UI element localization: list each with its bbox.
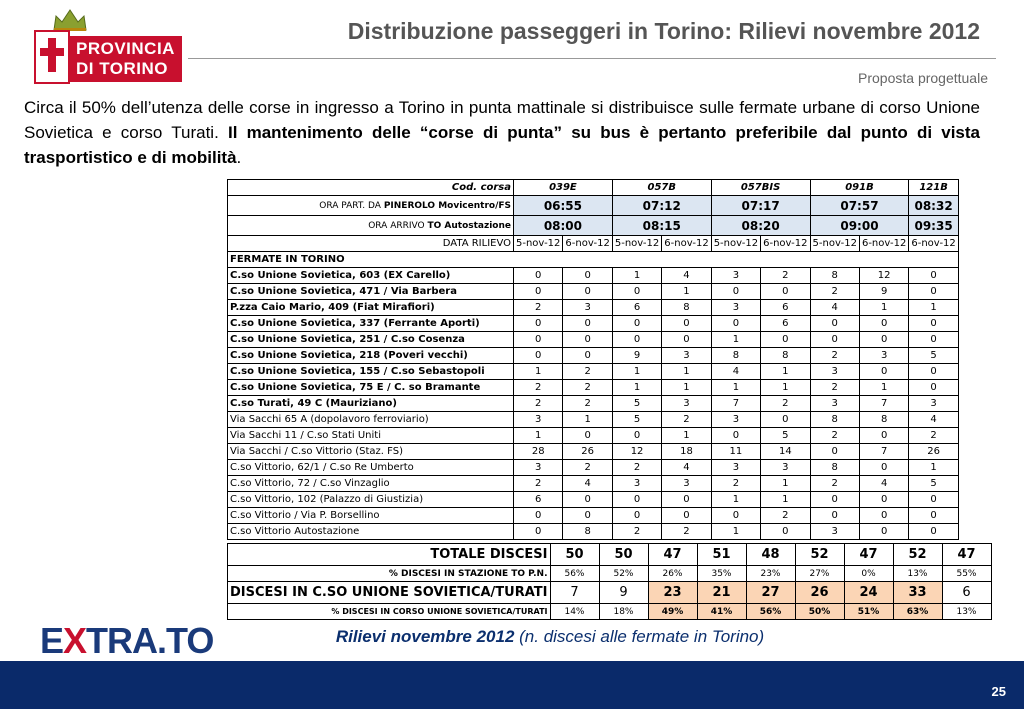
value-cell: 1 — [761, 364, 810, 380]
value-cell: 1 — [662, 364, 711, 380]
arr-label: ORA ARRIVO TO Autostazione — [228, 216, 514, 236]
table-row — [228, 348, 959, 364]
stop-name: C.so Vittorio, 102 (Palazzo di Giustizia) — [228, 492, 514, 508]
arrival-time: 08:15 — [612, 216, 711, 236]
date-cell: 6-nov-12 — [859, 236, 908, 252]
value-cell: 3 — [514, 460, 563, 476]
pct_staz-cell: 35% — [697, 566, 746, 582]
value-cell: 8 — [810, 268, 859, 284]
departure-time: 07:57 — [810, 196, 909, 216]
value-cell: 0 — [761, 332, 810, 348]
stop-name: Via Sacchi / C.so Vittorio (Staz. FS) — [228, 444, 514, 460]
value-cell: 0 — [563, 284, 612, 300]
cus-cell: 27 — [746, 582, 795, 604]
code-cell: 057B — [612, 180, 711, 196]
stop-name: C.so Unione Sovietica, 251 / C.so Cosenza — [228, 332, 514, 348]
value-cell: 0 — [711, 428, 760, 444]
table-row — [228, 396, 959, 412]
value-cell: 0 — [909, 268, 958, 284]
pct_cus-cell: 18% — [599, 604, 648, 620]
value-cell: 3 — [810, 524, 859, 540]
value-cell: 0 — [810, 332, 859, 348]
code-cell: 091B — [810, 180, 909, 196]
stop-name: C.so Vittorio / Via P. Borsellino — [228, 508, 514, 524]
value-cell: 1 — [612, 380, 661, 396]
value-cell: 0 — [909, 316, 958, 332]
value-cell: 0 — [810, 444, 859, 460]
date-cell: 5-nov-12 — [514, 236, 563, 252]
value-cell: 0 — [514, 348, 563, 364]
totale-cell: 47 — [844, 544, 893, 566]
value-cell: 0 — [563, 316, 612, 332]
value-cell: 1 — [711, 380, 760, 396]
value-cell: 0 — [859, 364, 908, 380]
cus-cell: 21 — [697, 582, 746, 604]
value-cell: 0 — [514, 524, 563, 540]
date-cell: 5-nov-12 — [612, 236, 661, 252]
value-cell: 7 — [859, 444, 908, 460]
value-cell: 0 — [563, 492, 612, 508]
value-cell: 11 — [711, 444, 760, 460]
value-cell: 0 — [909, 380, 958, 396]
totale-cell: 52 — [795, 544, 844, 566]
date-cell: 5-nov-12 — [711, 236, 760, 252]
value-cell: 6 — [761, 316, 810, 332]
table-row — [228, 508, 959, 524]
value-cell: 5 — [612, 412, 661, 428]
value-cell: 12 — [612, 444, 661, 460]
table-row — [228, 444, 959, 460]
pct_staz-cell: 0% — [844, 566, 893, 582]
crown-icon — [50, 6, 90, 32]
value-cell: 2 — [514, 396, 563, 412]
value-cell: 4 — [859, 476, 908, 492]
value-cell: 1 — [711, 492, 760, 508]
value-cell: 1 — [711, 332, 760, 348]
value-cell: 28 — [514, 444, 563, 460]
cus-cell: 6 — [942, 582, 991, 604]
value-cell: 4 — [810, 300, 859, 316]
pct-cus-label: % DISCESI IN CORSO UNIONE SOVIETICA/TURATI — [228, 604, 551, 620]
value-cell: 3 — [514, 412, 563, 428]
stop-name: C.so Unione Sovietica, 337 (Ferrante Aporti) — [228, 316, 514, 332]
value-cell: 3 — [909, 396, 958, 412]
extra-to-logo: EXTRA.TO — [40, 620, 214, 661]
totale-cell: 50 — [599, 544, 648, 566]
code-cell: 121B — [909, 180, 958, 196]
value-cell: 3 — [612, 476, 661, 492]
value-cell: 0 — [612, 508, 661, 524]
intro-end: . — [236, 148, 242, 167]
totale-cell: 51 — [697, 544, 746, 566]
value-cell: 0 — [612, 428, 661, 444]
table-row — [228, 332, 959, 348]
page-subtitle: Proposta progettuale — [858, 70, 988, 86]
table-row — [228, 300, 959, 316]
value-cell: 1 — [612, 364, 661, 380]
shield-icon — [34, 30, 70, 84]
date-cell: 6-nov-12 — [563, 236, 612, 252]
table-row — [228, 524, 959, 540]
value-cell: 2 — [612, 460, 661, 476]
value-cell: 2 — [612, 524, 661, 540]
totale-cell: 47 — [942, 544, 991, 566]
stop-name: C.so Unione Sovietica, 471 / Via Barbera — [228, 284, 514, 300]
value-cell: 1 — [909, 460, 958, 476]
totale-cell: 50 — [550, 544, 599, 566]
value-cell: 26 — [909, 444, 958, 460]
value-cell: 2 — [563, 380, 612, 396]
value-cell: 0 — [859, 428, 908, 444]
pct_staz-cell: 26% — [648, 566, 697, 582]
arrival-time: 09:35 — [909, 216, 958, 236]
intro-paragraph — [24, 95, 980, 170]
value-cell: 12 — [859, 268, 908, 284]
stop-name: C.so Vittorio, 72 / C.so Vinzaglio — [228, 476, 514, 492]
pct_staz-cell: 23% — [746, 566, 795, 582]
value-cell: 3 — [761, 460, 810, 476]
value-cell: 3 — [662, 396, 711, 412]
value-cell: 1 — [859, 300, 908, 316]
table-row — [228, 412, 959, 428]
value-cell: 0 — [859, 316, 908, 332]
totale-cell: 48 — [746, 544, 795, 566]
value-cell: 2 — [810, 348, 859, 364]
value-cell: 0 — [563, 348, 612, 364]
date-cell: 6-nov-12 — [909, 236, 958, 252]
value-cell: 7 — [859, 396, 908, 412]
cus-cell: 7 — [550, 582, 599, 604]
value-cell: 0 — [612, 332, 661, 348]
value-cell: 1 — [514, 364, 563, 380]
value-cell: 3 — [711, 460, 760, 476]
totale-label: TOTALE DISCESI — [228, 544, 551, 566]
footer-bar — [0, 661, 1024, 709]
pct_cus-cell: 41% — [697, 604, 746, 620]
table-row — [228, 364, 959, 380]
stop-name: C.so Turati, 49 C (Mauriziano) — [228, 396, 514, 412]
section-label: FERMATE IN TORINO — [228, 252, 959, 268]
pct_cus-cell: 14% — [550, 604, 599, 620]
stop-name: Via Sacchi 11 / C.so Stati Uniti — [228, 428, 514, 444]
value-cell: 9 — [859, 284, 908, 300]
value-cell: 0 — [859, 508, 908, 524]
value-cell: 4 — [563, 476, 612, 492]
value-cell: 3 — [859, 348, 908, 364]
value-cell: 6 — [761, 300, 810, 316]
intro-bold: Il mantenimento delle “corse di punta” su bus è pertanto preferibile dal punto di vista trasportistico e di mobilità — [24, 123, 980, 167]
date-cell: 6-nov-12 — [761, 236, 810, 252]
value-cell: 1 — [761, 380, 810, 396]
value-cell: 0 — [859, 460, 908, 476]
value-cell: 0 — [859, 332, 908, 348]
value-cell: 2 — [514, 380, 563, 396]
cus-cell: 9 — [599, 582, 648, 604]
value-cell: 2 — [810, 380, 859, 396]
table-row — [228, 428, 959, 444]
value-cell: 0 — [662, 492, 711, 508]
value-cell: 0 — [810, 492, 859, 508]
value-cell: 1 — [514, 428, 563, 444]
value-cell: 1 — [662, 380, 711, 396]
value-cell: 1 — [909, 300, 958, 316]
value-cell: 0 — [859, 492, 908, 508]
value-cell: 0 — [514, 332, 563, 348]
value-cell: 2 — [514, 300, 563, 316]
value-cell: 2 — [514, 476, 563, 492]
value-cell: 4 — [909, 412, 958, 428]
value-cell: 2 — [563, 364, 612, 380]
value-cell: 0 — [711, 316, 760, 332]
value-cell: 8 — [563, 524, 612, 540]
value-cell: 0 — [711, 508, 760, 524]
value-cell: 0 — [810, 316, 859, 332]
value-cell: 0 — [761, 284, 810, 300]
value-cell: 26 — [563, 444, 612, 460]
value-cell: 0 — [761, 412, 810, 428]
table-row — [228, 460, 959, 476]
value-cell: 0 — [810, 508, 859, 524]
stop-name: P.zza Caio Mario, 409 (Fiat Mirafiori) — [228, 300, 514, 316]
passenger-table — [227, 179, 959, 540]
table-row — [228, 492, 959, 508]
value-cell: 8 — [711, 348, 760, 364]
value-cell: 3 — [810, 364, 859, 380]
value-cell: 8 — [810, 412, 859, 428]
value-cell: 0 — [909, 492, 958, 508]
pct_staz-cell: 27% — [795, 566, 844, 582]
value-cell: 0 — [563, 332, 612, 348]
value-cell: 1 — [662, 428, 711, 444]
value-cell: 8 — [859, 412, 908, 428]
value-cell: 8 — [761, 348, 810, 364]
value-cell: 2 — [761, 508, 810, 524]
value-cell: 0 — [909, 508, 958, 524]
value-cell: 0 — [514, 284, 563, 300]
value-cell: 18 — [662, 444, 711, 460]
pct_cus-cell: 63% — [893, 604, 942, 620]
value-cell: 0 — [909, 524, 958, 540]
value-cell: 5 — [612, 396, 661, 412]
cus-cell: 33 — [893, 582, 942, 604]
value-cell: 0 — [563, 268, 612, 284]
value-cell: 1 — [761, 476, 810, 492]
value-cell: 9 — [612, 348, 661, 364]
date-cell: 6-nov-12 — [662, 236, 711, 252]
value-cell: 4 — [662, 460, 711, 476]
pct_staz-cell: 56% — [550, 566, 599, 582]
departure-time: 07:12 — [612, 196, 711, 216]
value-cell: 2 — [563, 396, 612, 412]
value-cell: 0 — [563, 428, 612, 444]
value-cell: 1 — [563, 412, 612, 428]
value-cell: 0 — [761, 524, 810, 540]
value-cell: 6 — [612, 300, 661, 316]
pct-staz-label: % DISCESI IN STAZIONE TO P.N. — [228, 566, 551, 582]
value-cell: 0 — [612, 316, 661, 332]
pct_cus-cell: 56% — [746, 604, 795, 620]
arrival-time: 08:20 — [711, 216, 810, 236]
stop-name: C.so Unione Sovietica, 218 (Poveri vecchi) — [228, 348, 514, 364]
cus-label: DISCESI IN C.SO UNIONE SOVIETICA/TURATI — [228, 582, 551, 604]
value-cell: 4 — [711, 364, 760, 380]
value-cell: 0 — [612, 492, 661, 508]
value-cell: 0 — [662, 332, 711, 348]
pct_cus-cell: 50% — [795, 604, 844, 620]
value-cell: 14 — [761, 444, 810, 460]
value-cell: 2 — [909, 428, 958, 444]
provincia-logo — [28, 6, 184, 82]
stop-name: C.so Vittorio Autostazione — [228, 524, 514, 540]
table-row — [228, 380, 959, 396]
page-title: Distribuzione passeggeri in Torino: Rilievi novembre 2012 — [347, 18, 980, 44]
value-cell: 0 — [563, 508, 612, 524]
value-cell: 3 — [662, 476, 711, 492]
value-cell: 2 — [810, 428, 859, 444]
page-number: 25 — [991, 684, 1006, 699]
value-cell: 1 — [761, 492, 810, 508]
value-cell: 1 — [711, 524, 760, 540]
pct_staz-cell: 55% — [942, 566, 991, 582]
value-cell: 1 — [662, 284, 711, 300]
value-cell: 8 — [810, 460, 859, 476]
value-cell: 2 — [761, 396, 810, 412]
stop-name: C.so Vittorio, 62/1 / C.so Re Umberto — [228, 460, 514, 476]
value-cell: 0 — [859, 524, 908, 540]
cod-label: Cod. corsa — [228, 180, 514, 196]
pct_cus-cell: 13% — [942, 604, 991, 620]
value-cell: 0 — [612, 284, 661, 300]
cus-cell: 26 — [795, 582, 844, 604]
value-cell: 6 — [514, 492, 563, 508]
summary-table — [227, 543, 992, 620]
value-cell: 1 — [859, 380, 908, 396]
value-cell: 8 — [662, 300, 711, 316]
departure-time: 06:55 — [514, 196, 613, 216]
value-cell: 3 — [711, 268, 760, 284]
pct_cus-cell: 51% — [844, 604, 893, 620]
date-label: DATA RILIEVO — [228, 236, 514, 252]
table-row — [228, 268, 959, 284]
value-cell: 0 — [909, 284, 958, 300]
value-cell: 3 — [662, 348, 711, 364]
value-cell: 2 — [810, 284, 859, 300]
value-cell: 2 — [711, 476, 760, 492]
value-cell: 4 — [662, 268, 711, 284]
arrival-time: 08:00 — [514, 216, 613, 236]
value-cell: 1 — [612, 268, 661, 284]
table-row — [228, 316, 959, 332]
value-cell: 0 — [662, 508, 711, 524]
value-cell: 5 — [909, 476, 958, 492]
stop-name: C.so Unione Sovietica, 603 (EX Carello) — [228, 268, 514, 284]
value-cell: 5 — [761, 428, 810, 444]
departure-time: 08:32 — [909, 196, 958, 216]
value-cell: 0 — [514, 316, 563, 332]
value-cell: 0 — [514, 508, 563, 524]
table-caption: Rilievi novembre 2012 (n. discesi alle fermate in Torino) — [335, 627, 765, 646]
value-cell: 7 — [711, 396, 760, 412]
arrival-time: 09:00 — [810, 216, 909, 236]
totale-cell: 52 — [893, 544, 942, 566]
value-cell: 5 — [909, 348, 958, 364]
value-cell: 0 — [711, 284, 760, 300]
code-cell: 039E — [514, 180, 613, 196]
value-cell: 2 — [662, 524, 711, 540]
pct_staz-cell: 52% — [599, 566, 648, 582]
intro-text: Circa il 50% dell’utenza delle corse in ingresso a Torino in punta mattinale si distribuisce sulle fermate urbane di corso Unione Sovietica e corso Turati. — [24, 98, 980, 142]
totale-cell: 47 — [648, 544, 697, 566]
value-cell: 3 — [563, 300, 612, 316]
stop-name: C.so Unione Sovietica, 75 E / C. so Bramante — [228, 380, 514, 396]
value-cell: 2 — [662, 412, 711, 428]
value-cell: 0 — [909, 364, 958, 380]
value-cell: 2 — [810, 476, 859, 492]
value-cell: 3 — [810, 396, 859, 412]
date-cell: 5-nov-12 — [810, 236, 859, 252]
logo-name: PROVINCIA DI TORINO — [70, 36, 182, 82]
pct_staz-cell: 13% — [893, 566, 942, 582]
value-cell: 2 — [761, 268, 810, 284]
stop-name: Via Sacchi 65 A (dopolavoro ferroviario) — [228, 412, 514, 428]
value-cell: 0 — [662, 316, 711, 332]
table-row — [228, 476, 959, 492]
value-cell: 3 — [711, 300, 760, 316]
pct_cus-cell: 49% — [648, 604, 697, 620]
cus-cell: 23 — [648, 582, 697, 604]
value-cell: 3 — [711, 412, 760, 428]
part-label: ORA PART. DA PINEROLO Movicentro/FS — [228, 196, 514, 216]
title-divider — [188, 58, 996, 59]
table-row — [228, 284, 959, 300]
departure-time: 07:17 — [711, 196, 810, 216]
stop-name: C.so Unione Sovietica, 155 / C.so Sebastopoli — [228, 364, 514, 380]
value-cell: 0 — [909, 332, 958, 348]
value-cell: 2 — [563, 460, 612, 476]
value-cell: 0 — [514, 268, 563, 284]
code-cell: 057BIS — [711, 180, 810, 196]
cus-cell: 24 — [844, 582, 893, 604]
